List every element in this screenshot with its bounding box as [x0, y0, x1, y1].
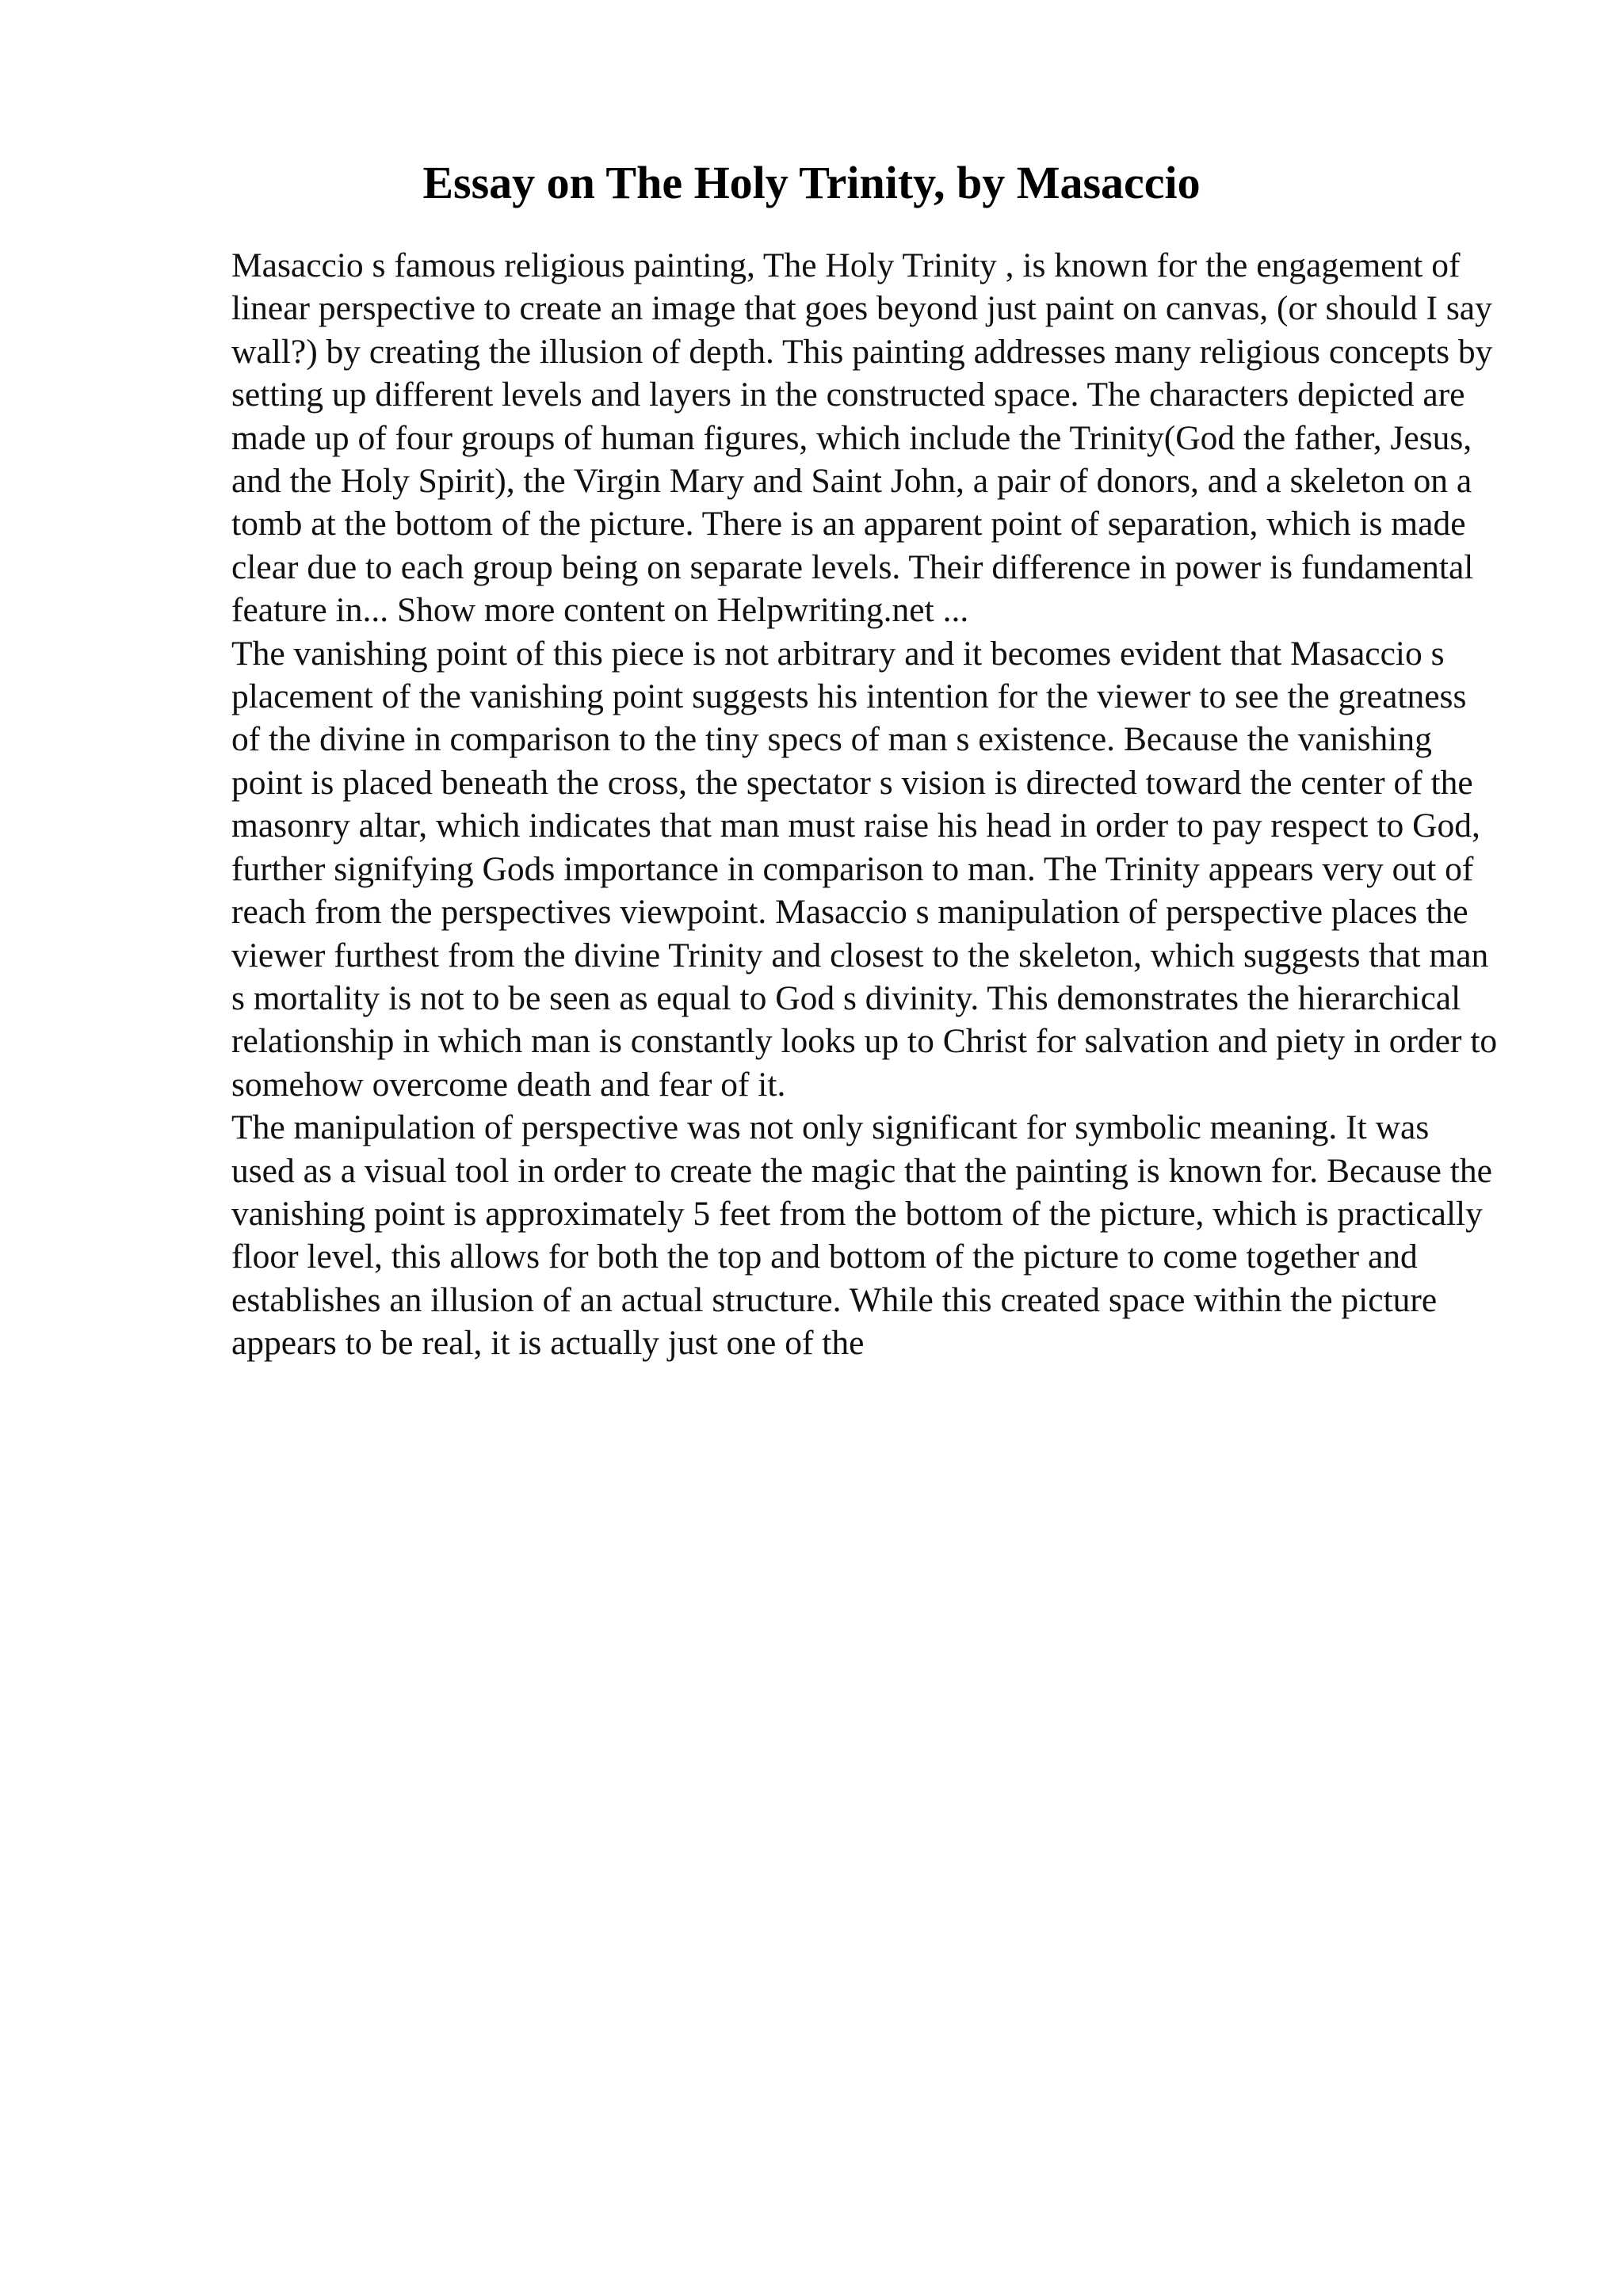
paragraph-2: The vanishing point of this piece is not arbitrary and it becomes evident that Masaccio s placement of the vanishing point suggests his intention for the viewer to see the greatness of the divine in comparison to the tiny specs of man s existence. Because the vanishing point is placed beneath the cross, the spectator s vision is directed toward the center of the masonry altar, which indicates that man must raise his head in order to pay respect to God, further signifying Gods importance in comparison to man. The Trinity appears very out of reach from the perspectives viewpoint. Masaccio s manipulation of perspective places the viewer furthest from the divine Trinity and closest to the skeleton, which suggests that man s mortality is not to be seen as equal to God s divinity. This demonstrates the hierarchical relationship in which man is constantly looks up to Christ for salvation and piety in order to somehow overcome death and fear of it.: [231, 634, 1498, 1104]
document-body: [231, 244, 1499, 1365]
document-title: Essay on The Holy Trinity, by Masaccio: [422, 157, 1201, 208]
paragraph-3: The manipulation of perspective was not only significant for symbolic meaning. It was used as a visual tool in order to create the magic that the painting is known for. Because the vanishing point is approximately 5 feet from the bottom of the picture, which is practically floor level, this allows for both the top and bottom of the picture to come together and establishes an illusion of an actual structure. While this created space within the picture appears to be real, it is actually just one of the: [231, 1108, 1492, 1363]
paragraph-1: Masaccio s famous religious painting, The Holy Trinity , is known for the engagement of linear perspective to create an image that goes beyond just paint on canvas, (or should I say wall?) by creating the illusion of depth. This painting addresses many religious concepts by setting up different levels and layers in the constructed space. The characters depicted are made up of four groups of human figures, which include the Trinity(God the father, Jesus, and the Holy Spirit), the Virgin Mary and Saint John, a pair of donors, and a skeleton on a tomb at the bottom of the picture. There is an apparent point of separation, which is made clear due to each group being on separate levels. Their difference in power is fundamental feature in... Show more content on Helpwriting.net ...: [231, 246, 1493, 630]
